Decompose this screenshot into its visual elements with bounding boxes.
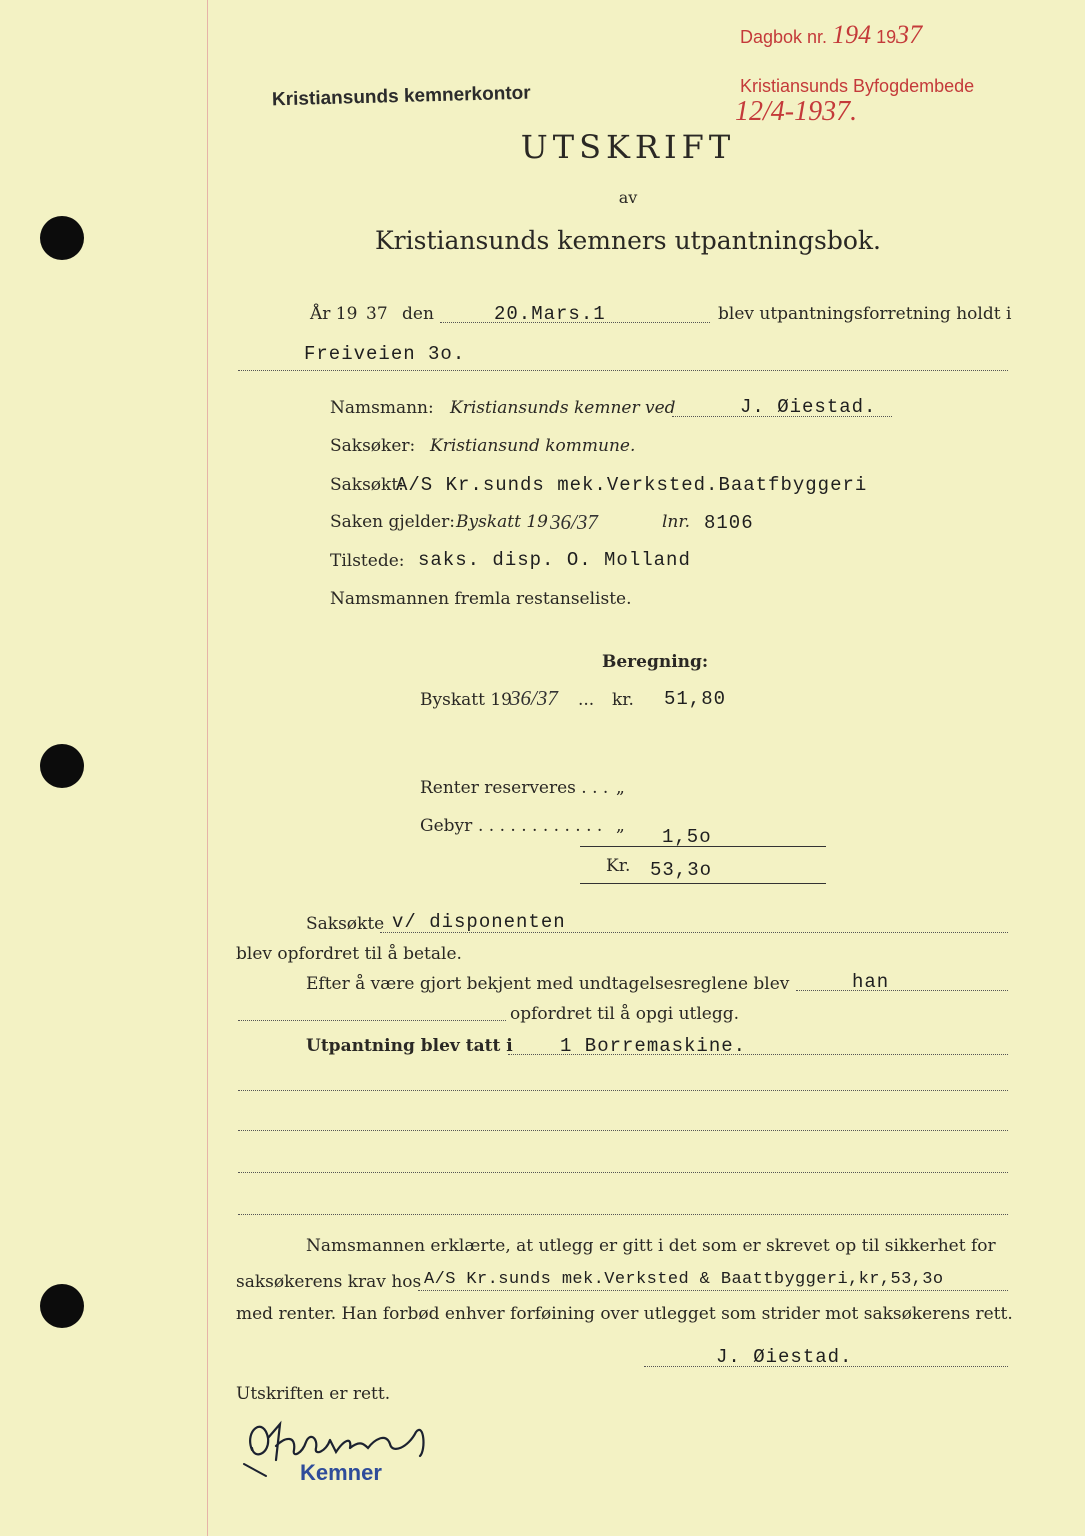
dotted-line [238, 1130, 1008, 1131]
subtotal-rule [580, 846, 826, 847]
utpantning-value: 1 Borremaskine. [560, 1035, 747, 1057]
declaration-line-1: Namsmannen erklærte, at utlegg er gitt i det som er skrevet op til sikkerhet for [306, 1236, 996, 1256]
location: Freiveien 3o. [304, 343, 466, 365]
byskatt-year: 36/37 [510, 686, 558, 710]
office-stamp: Kristiansunds kemnerkontor [271, 82, 531, 111]
dotted-line [238, 1172, 1008, 1173]
dotted-line [238, 1214, 1008, 1215]
saksoker-label: Saksøker: [330, 436, 416, 456]
date-value: 20.Mars.1 [494, 303, 606, 325]
journal-label: Dagbok nr. [740, 27, 828, 47]
tilstede-value: saks. disp. O. Molland [418, 549, 691, 571]
gebyr-label: Gebyr [420, 816, 473, 836]
punch-hole-bottom [40, 1284, 84, 1328]
byskatt-amount: 51,80 [664, 688, 727, 710]
betale-text: blev opfordret til å betale. [236, 944, 462, 964]
han-value: han [852, 971, 890, 993]
dotted-line [238, 1090, 1008, 1091]
punch-hole-middle [40, 744, 84, 788]
saken-year: 36/37 [550, 510, 598, 534]
declaration-line-3: med renter. Han forbød enhver forføining over utlegget som strider mot saksøkerens rett. [236, 1304, 1013, 1324]
journal-number: 194 [832, 20, 872, 49]
opgi-text: opfordret til å opgi utlegg. [510, 1004, 740, 1024]
saken-label: Saken gjelder: [330, 512, 455, 532]
saksokt-label: Saksøkt: [330, 475, 404, 495]
saken-text: Byskatt 19 [456, 512, 548, 532]
restanseliste-text: Namsmannen fremla restanseliste. [330, 589, 632, 609]
journal-year-suffix: 37 [896, 20, 923, 49]
tilstede-label: Tilstede: [330, 551, 405, 571]
saksokt-value: A/S Kr.sunds mek.Verksted.Baatfbyggeri [396, 474, 868, 496]
efter-text: Efter å være gjort bekjent med undtagelsesreglene blev [306, 974, 790, 994]
lnr-value: 8106 [704, 512, 754, 534]
saksokte-label: Saksøkte [306, 914, 385, 934]
page-title: UTSKRIFT [520, 128, 736, 166]
saksoker-value: Kristiansund kommune. [430, 436, 636, 456]
den-label: den [402, 304, 434, 324]
saksokte-value: v/ disponenten [392, 911, 566, 933]
declaration-line-2-prefix: saksøkerens krav hos [236, 1272, 422, 1292]
journal-year-prefix: 19 [876, 27, 897, 47]
dotted-line [238, 370, 1008, 371]
total-label: Kr. [606, 856, 631, 876]
namsmann-text: Kristiansunds kemner ved [450, 398, 676, 418]
total-amount: 53,3o [650, 859, 713, 881]
namsmann-signature: J. Øiestad. [716, 1346, 853, 1368]
journal-date: 12/4-1937. [735, 96, 858, 127]
utpantning-label: Utpantning blev tatt i [306, 1036, 513, 1056]
renter-label: Renter reserveres . . . [420, 778, 609, 798]
namsmann-label: Namsmann: [330, 398, 434, 418]
gebyr-dots: . . . . . . . . . . . . [478, 816, 603, 836]
dotted-line [418, 1290, 1008, 1291]
byskatt-dots: ... [578, 690, 595, 710]
dotted-line [796, 990, 1008, 991]
total-rule [580, 883, 826, 884]
gebyr-amount: 1,5o [662, 826, 712, 848]
declaration-line-2-value: A/S Kr.sunds mek.Verksted & Baattbyggeri,kr,53,3o [424, 1270, 944, 1289]
journal-entry [740, 20, 922, 50]
certified-text: Utskriften er rett. [236, 1384, 391, 1404]
dotted-line [238, 1020, 506, 1021]
subtitle: Kristiansunds kemners utpantningsbok. [375, 226, 881, 255]
calculation-heading: Beregning: [602, 652, 709, 672]
byskatt-label: Byskatt 19 [420, 690, 512, 710]
lnr-label: lnr. [662, 512, 691, 532]
year-value: 37 [366, 304, 388, 324]
gebyr-ditto: „ [616, 816, 625, 836]
held-text: blev utpantningsforretning holdt i [718, 304, 1012, 324]
renter-ditto: „ [616, 778, 625, 798]
namsmann-value: J. Øiestad. [740, 396, 877, 418]
kemner-stamp: Kemner [300, 1460, 382, 1485]
year-label: År 19 [310, 304, 358, 324]
subtitle-av: av [618, 188, 638, 207]
kr-label: kr. [612, 690, 634, 710]
court-stamp: Kristiansunds Byfogdembede [740, 76, 975, 96]
